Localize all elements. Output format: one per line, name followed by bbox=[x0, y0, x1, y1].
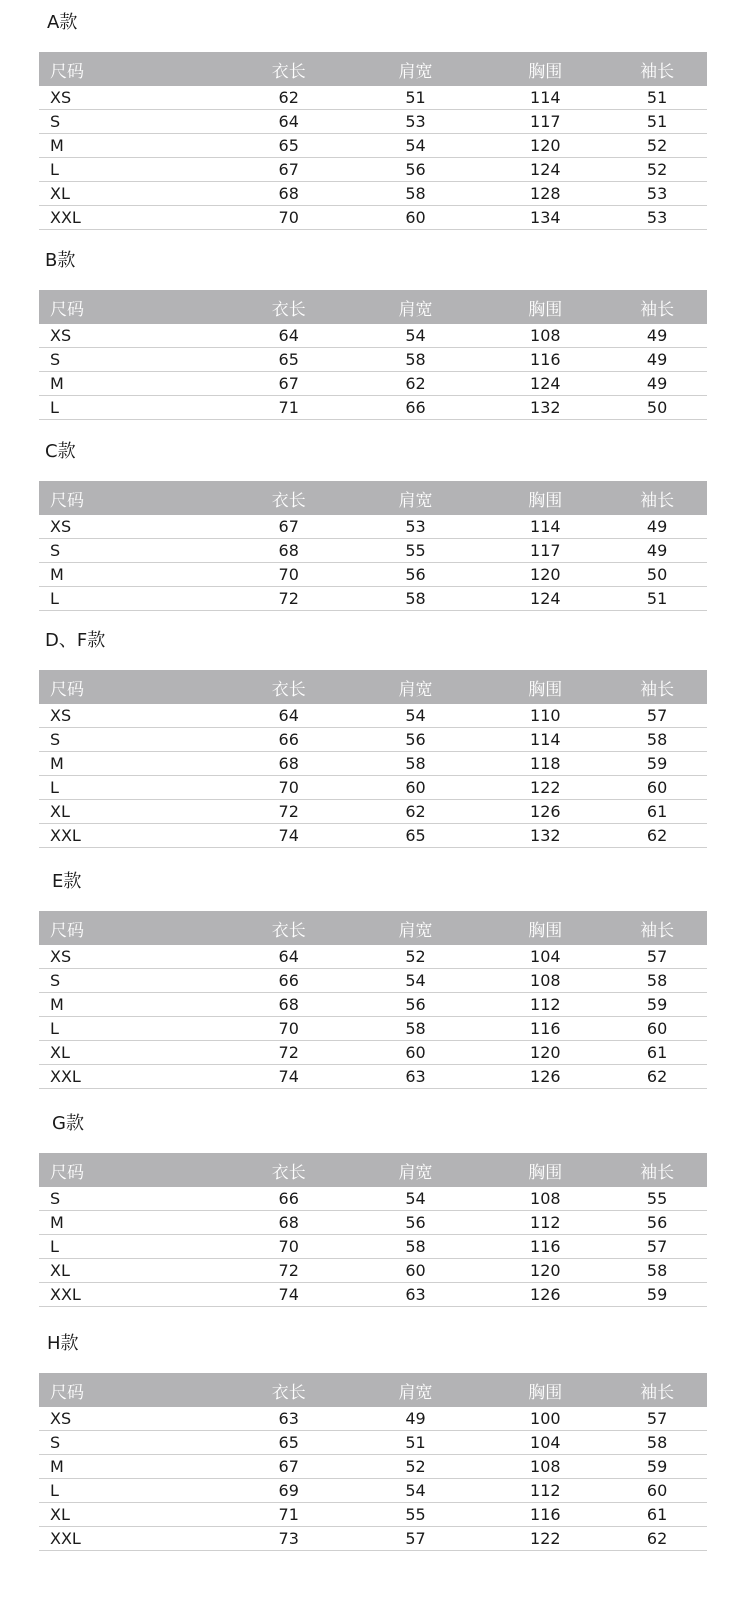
measurement-cell: 120 bbox=[530, 136, 561, 155]
measurement-cell: 112 bbox=[530, 1481, 561, 1500]
measurement-cell: 49 bbox=[646, 517, 668, 536]
table-row bbox=[39, 1065, 707, 1089]
section-title: G款 bbox=[52, 1113, 84, 1134]
measurement-cell: 132 bbox=[530, 826, 561, 845]
table-row bbox=[39, 704, 707, 728]
measurement-cell: 66 bbox=[278, 971, 299, 990]
measurement-cell: 116 bbox=[530, 1019, 561, 1038]
measurement-cell: 61 bbox=[646, 1043, 668, 1062]
table-row bbox=[39, 1017, 707, 1041]
measurement-cell: 104 bbox=[530, 947, 561, 966]
header-cell: 衣长 bbox=[271, 679, 306, 700]
measurement-cell: 70 bbox=[278, 1019, 299, 1038]
size-cell: XS bbox=[50, 1409, 72, 1428]
table-header-row bbox=[39, 290, 707, 324]
table-row bbox=[39, 752, 707, 776]
table-row bbox=[39, 1431, 707, 1455]
measurement-cell: 68 bbox=[278, 754, 299, 773]
measurement-cell: 70 bbox=[278, 208, 299, 227]
size-cell: M bbox=[50, 754, 64, 773]
measurement-cell: 54 bbox=[405, 1481, 426, 1500]
measurement-cell: 58 bbox=[405, 1237, 426, 1256]
measurement-cell: 60 bbox=[405, 208, 426, 227]
size-cell: XL bbox=[50, 184, 70, 203]
measurement-cell: 58 bbox=[405, 1019, 426, 1038]
table-row bbox=[39, 993, 707, 1017]
size-table bbox=[39, 290, 707, 420]
measurement-cell: 124 bbox=[530, 160, 561, 179]
measurement-cell: 56 bbox=[646, 1213, 668, 1232]
measurement-cell: 134 bbox=[530, 208, 561, 227]
size-cell: S bbox=[50, 971, 61, 990]
measurement-cell: 56 bbox=[405, 565, 426, 584]
measurement-cell: 73 bbox=[278, 1529, 299, 1548]
size-cell: L bbox=[50, 1481, 59, 1500]
table-row bbox=[39, 539, 707, 563]
header-cell: 尺码 bbox=[50, 1382, 84, 1403]
section-title: D、F款 bbox=[45, 630, 106, 651]
table-row bbox=[39, 1407, 707, 1431]
header-cell: 胸围 bbox=[528, 1162, 563, 1183]
section-title: B款 bbox=[45, 250, 76, 271]
measurement-cell: 66 bbox=[278, 1189, 299, 1208]
table-row bbox=[39, 158, 707, 182]
measurement-cell: 64 bbox=[278, 112, 299, 131]
measurement-cell: 114 bbox=[530, 730, 561, 749]
measurement-cell: 58 bbox=[405, 184, 426, 203]
measurement-cell: 72 bbox=[278, 1261, 299, 1280]
measurement-cell: 50 bbox=[646, 398, 668, 417]
measurement-cell: 56 bbox=[405, 995, 426, 1014]
size-cell: S bbox=[50, 1189, 61, 1208]
header-cell: 胸围 bbox=[528, 920, 563, 941]
size-cell: L bbox=[50, 589, 59, 608]
header-cell: 肩宽 bbox=[398, 920, 433, 941]
size-table bbox=[39, 670, 707, 848]
measurement-cell: 53 bbox=[646, 208, 668, 227]
measurement-cell: 49 bbox=[646, 326, 668, 345]
measurement-cell: 124 bbox=[530, 374, 561, 393]
measurement-cell: 57 bbox=[646, 947, 668, 966]
header-cell: 肩宽 bbox=[398, 679, 433, 700]
measurement-cell: 68 bbox=[278, 995, 299, 1014]
table-row bbox=[39, 1235, 707, 1259]
header-cell: 袖长 bbox=[640, 679, 675, 700]
measurement-cell: 63 bbox=[405, 1067, 426, 1086]
measurement-cell: 65 bbox=[278, 350, 299, 369]
table-row bbox=[39, 969, 707, 993]
table-row bbox=[39, 110, 707, 134]
header-cell: 衣长 bbox=[271, 61, 306, 82]
size-cell: XL bbox=[50, 802, 70, 821]
table-row bbox=[39, 206, 707, 230]
measurement-cell: 60 bbox=[405, 778, 426, 797]
measurement-cell: 59 bbox=[646, 754, 668, 773]
measurement-cell: 110 bbox=[530, 706, 561, 725]
size-cell: XXL bbox=[50, 1529, 81, 1548]
header-cell: 尺码 bbox=[50, 61, 84, 82]
measurement-cell: 62 bbox=[405, 802, 426, 821]
header-cell: 肩宽 bbox=[398, 490, 433, 511]
measurement-cell: 69 bbox=[278, 1481, 299, 1500]
size-cell: L bbox=[50, 160, 59, 179]
section-title: A款 bbox=[47, 12, 78, 33]
size-cell: S bbox=[50, 112, 61, 131]
measurement-cell: 55 bbox=[405, 1505, 426, 1524]
header-cell: 尺码 bbox=[50, 299, 84, 320]
size-cell: S bbox=[50, 541, 61, 560]
measurement-cell: 60 bbox=[646, 778, 668, 797]
measurement-cell: 112 bbox=[530, 1213, 561, 1232]
measurement-cell: 63 bbox=[405, 1285, 426, 1304]
header-cell: 衣长 bbox=[271, 490, 306, 511]
measurement-cell: 117 bbox=[530, 112, 561, 131]
size-cell: XXL bbox=[50, 1067, 81, 1086]
measurement-cell: 74 bbox=[278, 1067, 299, 1086]
size-cell: L bbox=[50, 398, 59, 417]
header-cell: 胸围 bbox=[528, 679, 563, 700]
size-cell: M bbox=[50, 1213, 64, 1232]
size-cell: L bbox=[50, 778, 59, 797]
measurement-cell: 62 bbox=[405, 374, 426, 393]
header-cell: 肩宽 bbox=[398, 299, 433, 320]
measurement-cell: 120 bbox=[530, 1261, 561, 1280]
size-cell: S bbox=[50, 350, 61, 369]
table-row bbox=[39, 1455, 707, 1479]
size-cell: M bbox=[50, 136, 64, 155]
measurement-cell: 71 bbox=[278, 398, 299, 417]
size-cell: S bbox=[50, 1433, 61, 1452]
measurement-cell: 70 bbox=[278, 565, 299, 584]
section-title: C款 bbox=[45, 441, 76, 462]
measurement-cell: 53 bbox=[646, 184, 668, 203]
measurement-cell: 61 bbox=[646, 802, 668, 821]
measurement-cell: 58 bbox=[646, 730, 668, 749]
measurement-cell: 62 bbox=[646, 1067, 668, 1086]
measurement-cell: 63 bbox=[278, 1409, 299, 1428]
measurement-cell: 65 bbox=[278, 136, 299, 155]
measurement-cell: 55 bbox=[646, 1189, 668, 1208]
measurement-cell: 60 bbox=[646, 1019, 668, 1038]
measurement-cell: 108 bbox=[530, 1457, 561, 1476]
table-row bbox=[39, 587, 707, 611]
measurement-cell: 62 bbox=[646, 826, 668, 845]
measurement-cell: 126 bbox=[530, 1067, 561, 1086]
measurement-cell: 67 bbox=[278, 1457, 299, 1476]
table-row bbox=[39, 728, 707, 752]
header-cell: 尺码 bbox=[50, 490, 84, 511]
measurement-cell: 68 bbox=[278, 184, 299, 203]
measurement-cell: 120 bbox=[530, 565, 561, 584]
size-cell: M bbox=[50, 995, 64, 1014]
measurement-cell: 126 bbox=[530, 802, 561, 821]
measurement-cell: 62 bbox=[646, 1529, 668, 1548]
measurement-cell: 64 bbox=[278, 706, 299, 725]
measurement-cell: 53 bbox=[405, 517, 426, 536]
measurement-cell: 67 bbox=[278, 160, 299, 179]
header-cell: 肩宽 bbox=[398, 1382, 433, 1403]
measurement-cell: 52 bbox=[405, 1457, 426, 1476]
measurement-cell: 54 bbox=[405, 971, 426, 990]
measurement-cell: 51 bbox=[405, 88, 426, 107]
measurement-cell: 118 bbox=[530, 754, 561, 773]
measurement-cell: 72 bbox=[278, 589, 299, 608]
measurement-cell: 126 bbox=[530, 1285, 561, 1304]
size-cell: XS bbox=[50, 706, 72, 725]
section-title: H款 bbox=[47, 1333, 79, 1354]
size-cell: XXL bbox=[50, 208, 81, 227]
measurement-cell: 62 bbox=[278, 88, 299, 107]
size-cell: XS bbox=[50, 947, 72, 966]
size-cell: XXL bbox=[50, 1285, 81, 1304]
table-row bbox=[39, 776, 707, 800]
size-cell: XL bbox=[50, 1505, 70, 1524]
measurement-cell: 49 bbox=[405, 1409, 426, 1428]
measurement-cell: 51 bbox=[646, 88, 668, 107]
measurement-cell: 49 bbox=[646, 350, 668, 369]
header-cell: 衣长 bbox=[271, 299, 306, 320]
measurement-cell: 49 bbox=[646, 374, 668, 393]
header-cell: 袖长 bbox=[640, 490, 675, 511]
measurement-cell: 116 bbox=[530, 350, 561, 369]
measurement-cell: 64 bbox=[278, 947, 299, 966]
measurement-cell: 61 bbox=[646, 1505, 668, 1524]
table-row bbox=[39, 800, 707, 824]
measurement-cell: 58 bbox=[405, 589, 426, 608]
measurement-cell: 132 bbox=[530, 398, 561, 417]
header-cell: 衣长 bbox=[271, 1162, 306, 1183]
header-cell: 袖长 bbox=[640, 61, 675, 82]
measurement-cell: 58 bbox=[646, 971, 668, 990]
table-row bbox=[39, 324, 707, 348]
table-row bbox=[39, 396, 707, 420]
measurement-cell: 120 bbox=[530, 1043, 561, 1062]
header-cell: 胸围 bbox=[528, 299, 563, 320]
size-cell: S bbox=[50, 730, 61, 749]
measurement-cell: 53 bbox=[405, 112, 426, 131]
size-cell: M bbox=[50, 374, 64, 393]
header-cell: 袖长 bbox=[640, 1162, 675, 1183]
measurement-cell: 114 bbox=[530, 88, 561, 107]
measurement-cell: 54 bbox=[405, 136, 426, 155]
size-cell: XS bbox=[50, 517, 72, 536]
measurement-cell: 67 bbox=[278, 374, 299, 393]
size-table bbox=[39, 52, 707, 230]
measurement-cell: 65 bbox=[278, 1433, 299, 1452]
measurement-cell: 70 bbox=[278, 1237, 299, 1256]
header-cell: 袖长 bbox=[640, 1382, 675, 1403]
measurement-cell: 59 bbox=[646, 1457, 668, 1476]
measurement-cell: 58 bbox=[405, 350, 426, 369]
header-cell: 胸围 bbox=[528, 1382, 563, 1403]
table-row bbox=[39, 945, 707, 969]
measurement-cell: 72 bbox=[278, 1043, 299, 1062]
size-table bbox=[39, 1153, 707, 1307]
table-header-row bbox=[39, 1153, 707, 1187]
header-cell: 肩宽 bbox=[398, 61, 433, 82]
size-cell: M bbox=[50, 1457, 64, 1476]
table-row bbox=[39, 1283, 707, 1307]
header-cell: 肩宽 bbox=[398, 1162, 433, 1183]
measurement-cell: 114 bbox=[530, 517, 561, 536]
header-cell: 尺码 bbox=[50, 679, 84, 700]
size-table bbox=[39, 481, 707, 611]
measurement-cell: 54 bbox=[405, 326, 426, 345]
table-row bbox=[39, 86, 707, 110]
measurement-cell: 124 bbox=[530, 589, 561, 608]
measurement-cell: 56 bbox=[405, 160, 426, 179]
measurement-cell: 108 bbox=[530, 971, 561, 990]
measurement-cell: 60 bbox=[405, 1261, 426, 1280]
measurement-cell: 128 bbox=[530, 184, 561, 203]
measurement-cell: 52 bbox=[646, 160, 668, 179]
measurement-cell: 57 bbox=[646, 1409, 668, 1428]
measurement-cell: 57 bbox=[405, 1529, 426, 1548]
table-row bbox=[39, 1211, 707, 1235]
measurement-cell: 116 bbox=[530, 1237, 561, 1256]
measurement-cell: 74 bbox=[278, 1285, 299, 1304]
size-cell: M bbox=[50, 565, 64, 584]
measurement-cell: 54 bbox=[405, 1189, 426, 1208]
header-cell: 袖长 bbox=[640, 299, 675, 320]
table-row bbox=[39, 1259, 707, 1283]
table-header-row bbox=[39, 1373, 707, 1407]
measurement-cell: 104 bbox=[530, 1433, 561, 1452]
measurement-cell: 58 bbox=[646, 1433, 668, 1452]
measurement-cell: 60 bbox=[646, 1481, 668, 1500]
measurement-cell: 72 bbox=[278, 802, 299, 821]
size-cell: XL bbox=[50, 1261, 70, 1280]
size-table bbox=[39, 911, 707, 1089]
measurement-cell: 122 bbox=[530, 1529, 561, 1548]
measurement-cell: 68 bbox=[278, 541, 299, 560]
measurement-cell: 112 bbox=[530, 995, 561, 1014]
measurement-cell: 49 bbox=[646, 541, 668, 560]
table-row bbox=[39, 1503, 707, 1527]
measurement-cell: 57 bbox=[646, 706, 668, 725]
header-cell: 胸围 bbox=[528, 490, 563, 511]
measurement-cell: 108 bbox=[530, 1189, 561, 1208]
measurement-cell: 66 bbox=[405, 398, 426, 417]
measurement-cell: 71 bbox=[278, 1505, 299, 1524]
measurement-cell: 100 bbox=[530, 1409, 561, 1428]
measurement-cell: 70 bbox=[278, 778, 299, 797]
table-row bbox=[39, 1041, 707, 1065]
table-row bbox=[39, 824, 707, 848]
measurement-cell: 50 bbox=[646, 565, 668, 584]
measurement-cell: 117 bbox=[530, 541, 561, 560]
table-row bbox=[39, 515, 707, 539]
measurement-cell: 59 bbox=[646, 995, 668, 1014]
section-title: E款 bbox=[52, 871, 82, 892]
measurement-cell: 57 bbox=[646, 1237, 668, 1256]
table-row bbox=[39, 1187, 707, 1211]
size-cell: XS bbox=[50, 88, 72, 107]
measurement-cell: 52 bbox=[405, 947, 426, 966]
measurement-cell: 58 bbox=[405, 754, 426, 773]
table-row bbox=[39, 563, 707, 587]
measurement-cell: 51 bbox=[646, 589, 668, 608]
measurement-cell: 51 bbox=[405, 1433, 426, 1452]
size-cell: XS bbox=[50, 326, 72, 345]
size-table bbox=[39, 1373, 707, 1551]
measurement-cell: 56 bbox=[405, 730, 426, 749]
measurement-cell: 58 bbox=[646, 1261, 668, 1280]
measurement-cell: 51 bbox=[646, 112, 668, 131]
measurement-cell: 56 bbox=[405, 1213, 426, 1232]
size-cell: XXL bbox=[50, 826, 81, 845]
size-cell: L bbox=[50, 1019, 59, 1038]
measurement-cell: 54 bbox=[405, 706, 426, 725]
table-header-row bbox=[39, 670, 707, 704]
table-row bbox=[39, 348, 707, 372]
header-cell: 衣长 bbox=[271, 1382, 306, 1403]
table-row bbox=[39, 134, 707, 158]
header-cell: 袖长 bbox=[640, 920, 675, 941]
header-cell: 尺码 bbox=[50, 1162, 84, 1183]
table-row bbox=[39, 1479, 707, 1503]
measurement-cell: 52 bbox=[646, 136, 668, 155]
measurement-cell: 74 bbox=[278, 826, 299, 845]
measurement-cell: 67 bbox=[278, 517, 299, 536]
table-header-row bbox=[39, 52, 707, 86]
table-header-row bbox=[39, 911, 707, 945]
measurement-cell: 60 bbox=[405, 1043, 426, 1062]
measurement-cell: 64 bbox=[278, 326, 299, 345]
header-cell: 尺码 bbox=[50, 920, 84, 941]
measurement-cell: 116 bbox=[530, 1505, 561, 1524]
header-cell: 衣长 bbox=[271, 920, 306, 941]
header-cell: 胸围 bbox=[528, 61, 563, 82]
size-cell: L bbox=[50, 1237, 59, 1256]
measurement-cell: 122 bbox=[530, 778, 561, 797]
table-header-row bbox=[39, 481, 707, 515]
measurement-cell: 65 bbox=[405, 826, 426, 845]
table-row bbox=[39, 372, 707, 396]
measurement-cell: 108 bbox=[530, 326, 561, 345]
measurement-cell: 68 bbox=[278, 1213, 299, 1232]
measurement-cell: 66 bbox=[278, 730, 299, 749]
measurement-cell: 55 bbox=[405, 541, 426, 560]
table-row bbox=[39, 182, 707, 206]
table-row bbox=[39, 1527, 707, 1551]
measurement-cell: 59 bbox=[646, 1285, 668, 1304]
size-cell: XL bbox=[50, 1043, 70, 1062]
